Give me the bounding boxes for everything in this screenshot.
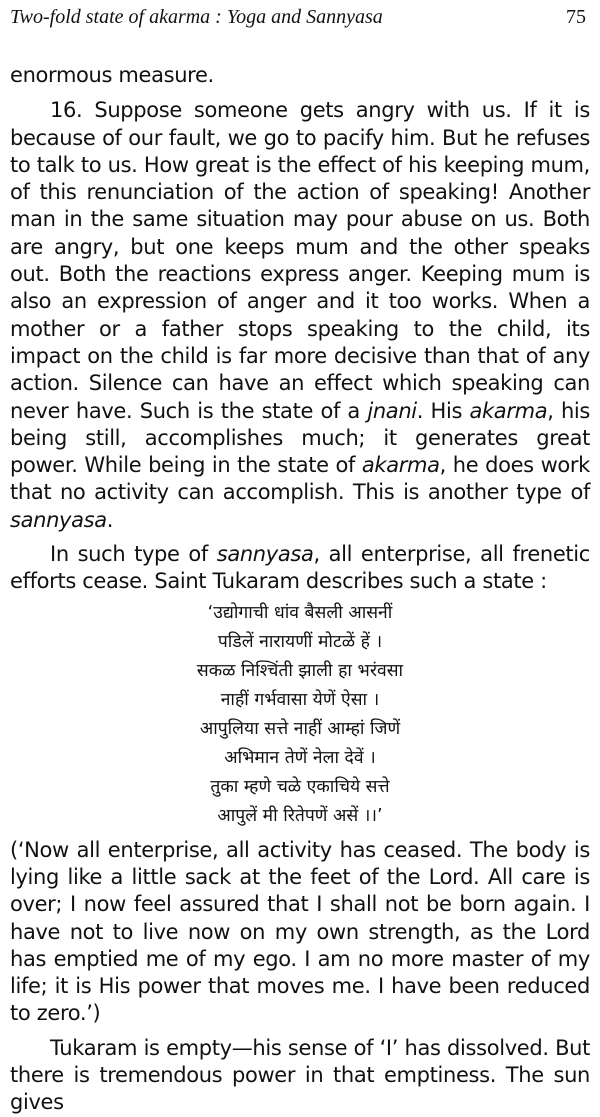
paragraph-16-text-4: , he does work that no activity can accomplish. This is another type of [10, 453, 590, 505]
verse-line: तुका म्हणे चळे एकाचिये सत्ते [210, 776, 390, 797]
verse-line: पडिलें नारायणीं मोटळें हें । [217, 631, 383, 652]
page-number: 75 [566, 6, 586, 28]
body-text [10, 62, 590, 1117]
running-title: Two-fold state of akarma : Yoga and Sannyasa [10, 6, 383, 28]
verse-line: आपुलिया सत्ते नाहीं आम्हां जिणें [199, 718, 401, 739]
paragraph-16-text-2: . His [416, 398, 470, 423]
paragraph-16-text-3: , his being still, accomplishes much; it generates great power. While being in the state of [10, 398, 591, 478]
opening-line: enormous measure. [10, 63, 214, 87]
intro-text-2: , all enterprise, all frenetic efforts cease. Saint Tukaram describes such a state : [10, 542, 590, 594]
paragraph-16 [10, 97, 590, 534]
running-header [10, 4, 586, 30]
marathi-verse [10, 599, 590, 831]
closing-paragraph: Tukaram is empty—his sense of ‘I’ has dissolved. But there is tremendous power in that emptiness. The sun gives [10, 1035, 590, 1115]
verse-line: सकळ निश्चिंती झाली हा भरंवसा [196, 660, 404, 681]
verse-translation: (‘Now all enterprise, all activity has ceased. The body is lying like a little sack at the feet of the Lord. All care is over; I now feel assured that I shall not be born again. I have not to live now on my own strength, as the Lord has emptied me of my ego. I am no more master of my life; it is His power that moves me. I have been reduced to zero.’) [10, 837, 590, 1026]
term-sannyasa: sannyasa [10, 507, 107, 532]
verse-line: आपुलें मी रितेपणें असें ।।’ [217, 805, 383, 826]
continued-paragraph [10, 62, 590, 89]
verse-line: अभिमान तेणें नेला देवें । [224, 747, 376, 768]
verse-line: नाहीं गर्भवासा येणें ऐसा । [220, 689, 380, 710]
paragraph-16-text-1: 16. Suppose someone gets angry with us. If it is because of our fault, we go to pacify him. But he refuses to talk to us. How great is the effect of his keeping mum, of this renunciation of the action of speaking! Another man in the same situation may pour abuse on us. Both are angry, but one keeps mum and the other speaks out. Both the reactions express anger. Keeping mum is also an expression of anger and it too works. When a mother or a father stops speaking to the child, its impact on the child is far more decisive than that of any action. Silence can have an effect which speaking can never have. Such is the state of a [10, 98, 590, 423]
term-akarma: akarma [361, 453, 440, 478]
term-akarma: akarma [469, 398, 548, 423]
term-jnani: jnani [367, 398, 417, 423]
intro-text-1: In such type of [50, 542, 217, 567]
paragraph-16-text-5: . [106, 507, 114, 532]
tukaram-intro-paragraph [10, 541, 590, 596]
verse-line: ‘उद्योगाची धांव बैसली आसनीं [207, 602, 393, 623]
term-sannyasa: sannyasa [216, 542, 314, 567]
